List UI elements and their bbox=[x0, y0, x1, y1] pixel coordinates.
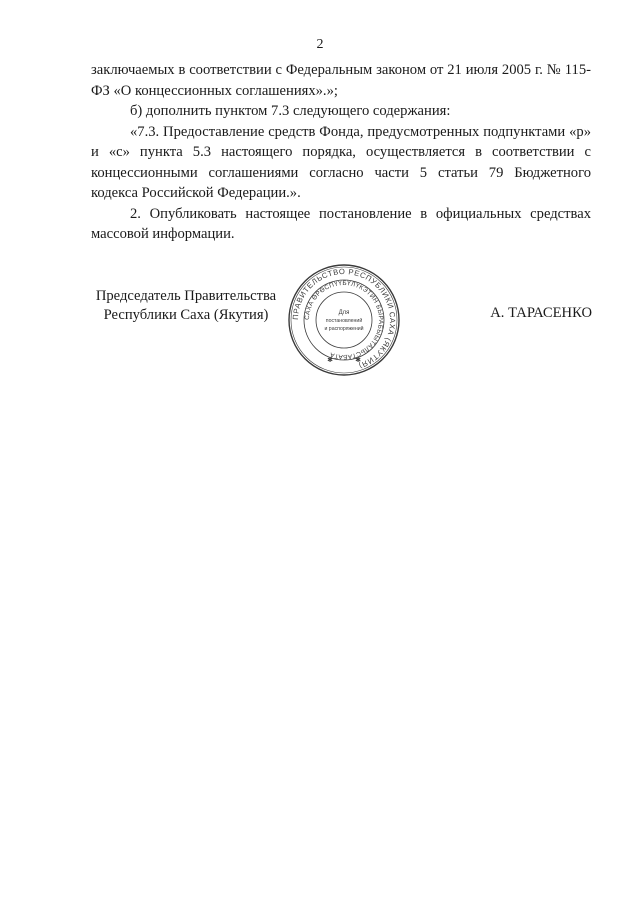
page-number: 2 bbox=[316, 37, 324, 52]
seal-center-line-2: постановлений bbox=[325, 318, 363, 324]
paragraph-clause-7-3: «7.3. Предоставление средств Фонда, предусмотренных подпунктами «р» и «с» пункта 5.3 настоящего порядка, осуществляется в соответствии с концессионными соглашениями согласно части 5 статьи 79 Бюджетного кодекса Российской Федерации.». bbox=[91, 123, 591, 201]
seal-outer-text: ПРАВИТЕЛЬСТВО РЕСПУБЛИКИ САХА (ЯКУТИЯ) bbox=[290, 266, 398, 371]
official-seal-stamp bbox=[287, 263, 401, 377]
seal-center-line-1: Для bbox=[338, 310, 350, 316]
seal-star-left-icon: ✱ bbox=[327, 356, 333, 364]
seal-star-right-icon: ✱ bbox=[355, 356, 361, 364]
signatory-title bbox=[91, 287, 281, 325]
seal-center-line-3: и распоряжений bbox=[324, 326, 364, 332]
paragraph-amendment-b: б) дополнить пунктом 7.3 следующего содержания: bbox=[130, 103, 451, 119]
signatory-title-line-1: Председатель Правительства bbox=[95, 288, 277, 304]
document-body bbox=[91, 60, 591, 245]
seal-inner-text: САХА ӨРӨСПҮҮБҮЛҮКЭТИН БЫРАБЫЫТАЛЬСТАБАТА bbox=[303, 279, 385, 361]
paragraph-continuation: заключаемых в соответствии с Федеральным законом от 21 июля 2005 г. № 115-ФЗ «О концессионных соглашениях».»; bbox=[91, 62, 591, 99]
paragraph-publication: 2. Опубликовать настоящее постановление в официальных средствах массовой информации. bbox=[91, 205, 591, 242]
signatory-title-line-2: Республики Саха (Якутия) bbox=[103, 307, 269, 323]
signatory-name: А. ТАРАСЕНКО bbox=[490, 305, 592, 321]
